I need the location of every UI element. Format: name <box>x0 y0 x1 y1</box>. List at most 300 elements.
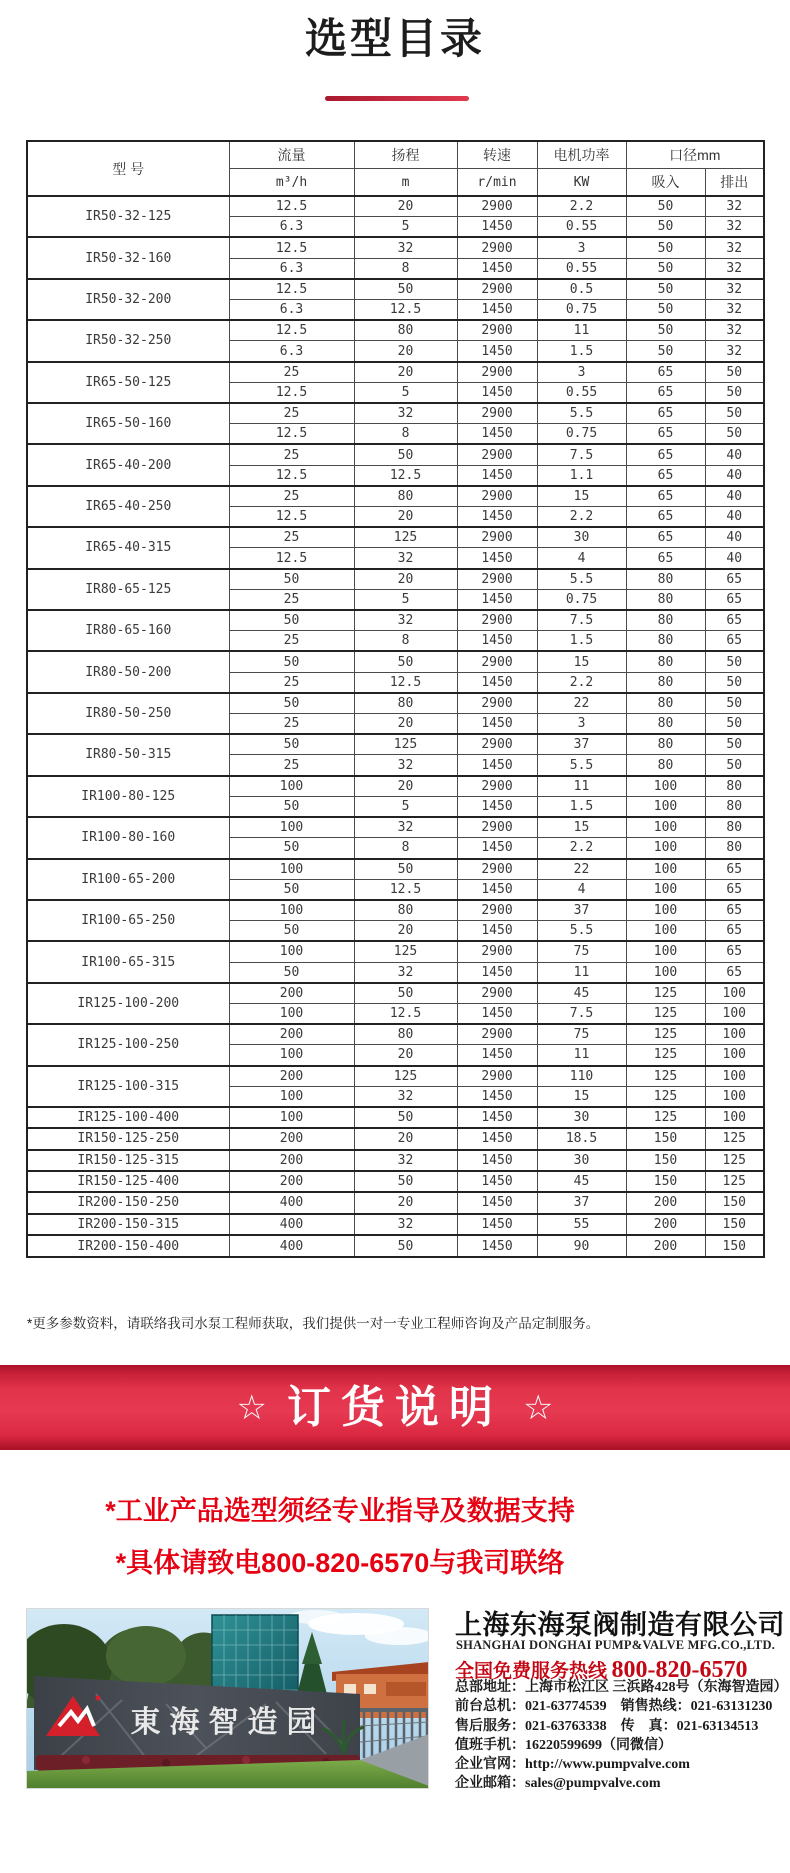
value-cell: 125 <box>705 1128 764 1149</box>
value-cell: 12.5 <box>229 548 354 569</box>
value-cell: 125 <box>354 734 457 755</box>
contact-line: 总部地址：上海市松江区 三浜路428号（东海智造园） <box>455 1680 788 1695</box>
star-icon: ☆ <box>523 1388 554 1427</box>
table-row <box>27 279 764 300</box>
value-cell: 12.5 <box>229 196 354 217</box>
value-cell: 65 <box>626 527 705 548</box>
value-cell: 25 <box>229 362 354 383</box>
value-cell: 3 <box>537 237 626 258</box>
value-cell: 110 <box>537 1066 626 1087</box>
value-cell: 1450 <box>457 341 537 362</box>
value-cell: 50 <box>626 196 705 217</box>
page-title: 选型目录 <box>304 15 485 62</box>
value-cell: 2900 <box>457 237 537 258</box>
value-cell: 2.2 <box>537 672 626 693</box>
model-cell: IR125-100-315 <box>27 1066 229 1107</box>
value-cell: 18.5 <box>537 1128 626 1149</box>
value-cell: 32 <box>705 237 764 258</box>
value-cell: 65 <box>705 879 764 900</box>
model-cell: IR65-40-250 <box>27 486 229 527</box>
value-cell: 80 <box>626 589 705 610</box>
value-cell: 32 <box>354 1214 457 1235</box>
col-unit-power: KW <box>537 169 626 197</box>
value-cell: 4 <box>537 548 626 569</box>
value-cell: 11 <box>537 320 626 341</box>
value-cell: 8 <box>354 838 457 859</box>
col-header-model: 型 号 <box>27 141 229 196</box>
company-name-cn: 上海东海泵阀制造有限公司 <box>455 1610 785 1640</box>
order-banner-title: 订货说明 <box>287 1382 503 1432</box>
model-cell: IR65-50-125 <box>27 362 229 403</box>
table-footnote: *更多参数资料，请联络我司水泵工程师获取，我们提供一对一专业工程师咨询及产品定制服务。 <box>27 1316 600 1331</box>
model-cell: IR80-50-315 <box>27 734 229 775</box>
sign-text: 東海智造园 <box>130 1706 326 1739</box>
value-cell: 65 <box>705 900 764 921</box>
value-cell: 30 <box>537 1150 626 1171</box>
model-cell: IR80-50-200 <box>27 651 229 692</box>
value-cell: 100 <box>626 941 705 962</box>
value-cell: 50 <box>705 651 764 672</box>
value-cell: 20 <box>354 714 457 735</box>
value-cell: 65 <box>705 962 764 983</box>
col-unit-speed: r/min <box>457 169 537 197</box>
value-cell: 65 <box>626 444 705 465</box>
value-cell: 20 <box>354 1192 457 1213</box>
col-header-head: 扬程 <box>354 141 457 169</box>
value-cell: 50 <box>229 569 354 590</box>
value-cell: 50 <box>354 1235 457 1257</box>
model-cell: IR65-50-160 <box>27 403 229 444</box>
value-cell: 1450 <box>457 921 537 942</box>
value-cell: 1.5 <box>537 631 626 652</box>
table-row <box>27 610 764 631</box>
contact-line: 售后服务：021-63763338 传 真：021-63134513 <box>455 1718 759 1734</box>
value-cell: 65 <box>705 631 764 652</box>
value-cell: 50 <box>229 879 354 900</box>
col-header-discharge: 排出 <box>705 169 764 197</box>
contact-list <box>455 1678 790 1794</box>
value-cell: 100 <box>229 1045 354 1066</box>
value-cell: 2900 <box>457 941 537 962</box>
value-cell: 32 <box>354 962 457 983</box>
value-cell: 50 <box>705 714 764 735</box>
value-cell: 150 <box>626 1128 705 1149</box>
value-cell: 30 <box>537 1107 626 1128</box>
value-cell: 22 <box>537 693 626 714</box>
value-cell: 50 <box>229 921 354 942</box>
value-cell: 65 <box>626 548 705 569</box>
value-cell: 100 <box>705 1003 764 1024</box>
value-cell: 37 <box>537 734 626 755</box>
value-cell: 1450 <box>457 1150 537 1171</box>
value-cell: 20 <box>354 569 457 590</box>
value-cell: 2.2 <box>537 196 626 217</box>
value-cell: 15 <box>537 1086 626 1107</box>
value-cell: 50 <box>354 1107 457 1128</box>
table-row <box>27 1235 764 1257</box>
value-cell: 3 <box>537 714 626 735</box>
value-cell: 2.2 <box>537 507 626 528</box>
value-cell: 25 <box>229 631 354 652</box>
value-cell: 50 <box>626 341 705 362</box>
value-cell: 50 <box>354 444 457 465</box>
value-cell: 65 <box>626 382 705 403</box>
value-cell: 100 <box>229 1003 354 1024</box>
col-header-power: 电机功率 <box>537 141 626 169</box>
value-cell: 1450 <box>457 258 537 279</box>
model-cell: IR125-100-400 <box>27 1107 229 1128</box>
value-cell: 12.5 <box>229 507 354 528</box>
table-row <box>27 1066 764 1087</box>
col-header-speed: 转速 <box>457 141 537 169</box>
value-cell: 8 <box>354 631 457 652</box>
value-cell: 1.5 <box>537 796 626 817</box>
value-cell: 45 <box>537 983 626 1004</box>
value-cell: 1450 <box>457 589 537 610</box>
value-cell: 125 <box>354 1066 457 1087</box>
value-cell: 12.5 <box>229 382 354 403</box>
value-cell: 65 <box>705 921 764 942</box>
table-row <box>27 444 764 465</box>
value-cell: 100 <box>626 776 705 797</box>
value-cell: 65 <box>626 424 705 445</box>
value-cell: 32 <box>354 755 457 776</box>
value-cell: 90 <box>537 1235 626 1257</box>
value-cell: 80 <box>705 817 764 838</box>
table-row <box>27 900 764 921</box>
value-cell: 32 <box>705 217 764 238</box>
value-cell: 100 <box>705 1024 764 1045</box>
value-cell: 2900 <box>457 610 537 631</box>
value-cell: 20 <box>354 507 457 528</box>
value-cell: 50 <box>229 651 354 672</box>
value-cell: 12.5 <box>229 279 354 300</box>
value-cell: 125 <box>705 1171 764 1192</box>
value-cell: 5.5 <box>537 921 626 942</box>
table-row <box>27 817 764 838</box>
value-cell: 6.3 <box>229 341 354 362</box>
value-cell: 11 <box>537 962 626 983</box>
value-cell: 80 <box>354 320 457 341</box>
value-cell: 65 <box>626 465 705 486</box>
value-cell: 200 <box>229 1150 354 1171</box>
value-cell: 65 <box>705 859 764 880</box>
value-cell: 12.5 <box>229 465 354 486</box>
value-cell: 20 <box>354 196 457 217</box>
value-cell: 40 <box>705 486 764 507</box>
company-name-en: SHANGHAI DONGHAI PUMP&VALVE MFG.CO.,LTD. <box>456 1638 776 1652</box>
table-row <box>27 527 764 548</box>
value-cell: 50 <box>626 300 705 321</box>
value-cell: 25 <box>229 486 354 507</box>
value-cell: 80 <box>354 900 457 921</box>
value-cell: 100 <box>705 1045 764 1066</box>
value-cell: 125 <box>626 983 705 1004</box>
value-cell: 40 <box>705 444 764 465</box>
value-cell: 1450 <box>457 1128 537 1149</box>
value-cell: 32 <box>354 1150 457 1171</box>
value-cell: 25 <box>229 527 354 548</box>
selection-table <box>26 140 765 1258</box>
value-cell: 1450 <box>457 796 537 817</box>
col-header-diameter: 口径mm <box>626 141 764 169</box>
value-cell: 32 <box>354 1086 457 1107</box>
value-cell: 32 <box>705 341 764 362</box>
value-cell: 50 <box>626 237 705 258</box>
model-cell: IR125-100-200 <box>27 983 229 1024</box>
value-cell: 40 <box>705 507 764 528</box>
value-cell: 65 <box>626 507 705 528</box>
selection-table-head <box>27 141 764 196</box>
value-cell: 200 <box>229 1024 354 1045</box>
value-cell: 100 <box>229 900 354 921</box>
value-cell: 1450 <box>457 1045 537 1066</box>
value-cell: 8 <box>354 258 457 279</box>
value-cell: 5 <box>354 796 457 817</box>
value-cell: 1.5 <box>537 341 626 362</box>
model-cell: IR80-50-250 <box>27 693 229 734</box>
value-cell: 100 <box>705 983 764 1004</box>
value-cell: 0.55 <box>537 217 626 238</box>
value-cell: 5.5 <box>537 755 626 776</box>
value-cell: 80 <box>354 693 457 714</box>
value-cell: 80 <box>626 714 705 735</box>
table-row <box>27 776 764 797</box>
table-row <box>27 859 764 880</box>
value-cell: 32 <box>705 258 764 279</box>
value-cell: 100 <box>626 859 705 880</box>
value-cell: 400 <box>229 1235 354 1257</box>
value-cell: 20 <box>354 921 457 942</box>
value-cell: 125 <box>626 1024 705 1045</box>
value-cell: 65 <box>626 486 705 507</box>
value-cell: 1450 <box>457 1192 537 1213</box>
value-cell: 40 <box>705 465 764 486</box>
value-cell: 25 <box>229 403 354 424</box>
value-cell: 2900 <box>457 569 537 590</box>
model-cell: IR80-65-125 <box>27 569 229 610</box>
value-cell: 80 <box>626 651 705 672</box>
contact-line: 企业官网：http://www.pumpvalve.com <box>455 1757 690 1773</box>
value-cell: 2900 <box>457 320 537 341</box>
model-cell: IR200-150-250 <box>27 1192 229 1213</box>
value-cell: 32 <box>354 610 457 631</box>
value-cell: 80 <box>626 693 705 714</box>
value-cell: 20 <box>354 1045 457 1066</box>
value-cell: 50 <box>705 382 764 403</box>
value-cell: 6.3 <box>229 258 354 279</box>
model-cell: IR100-65-250 <box>27 900 229 941</box>
value-cell: 1450 <box>457 300 537 321</box>
value-cell: 125 <box>626 1045 705 1066</box>
value-cell: 50 <box>229 693 354 714</box>
value-cell: 0.75 <box>537 424 626 445</box>
value-cell: 80 <box>626 569 705 590</box>
value-cell: 40 <box>705 527 764 548</box>
value-cell: 200 <box>229 1128 354 1149</box>
value-cell: 1450 <box>457 1086 537 1107</box>
value-cell: 80 <box>626 734 705 755</box>
model-cell: IR65-40-315 <box>27 527 229 568</box>
value-cell: 5 <box>354 382 457 403</box>
value-cell: 2900 <box>457 651 537 672</box>
value-cell: 20 <box>354 362 457 383</box>
value-cell: 0.75 <box>537 589 626 610</box>
model-cell: IR100-65-200 <box>27 859 229 900</box>
value-cell: 100 <box>626 796 705 817</box>
value-cell: 80 <box>354 486 457 507</box>
model-cell: IR200-150-315 <box>27 1214 229 1235</box>
value-cell: 50 <box>626 217 705 238</box>
value-cell: 32 <box>354 817 457 838</box>
value-cell: 100 <box>626 879 705 900</box>
table-row <box>27 1150 764 1171</box>
value-cell: 125 <box>354 527 457 548</box>
value-cell: 0.55 <box>537 382 626 403</box>
value-cell: 2900 <box>457 900 537 921</box>
table-row <box>27 569 764 590</box>
table-row <box>27 1171 764 1192</box>
value-cell: 1450 <box>457 714 537 735</box>
value-cell: 200 <box>229 1066 354 1087</box>
model-cell: IR150-125-315 <box>27 1150 229 1171</box>
value-cell: 100 <box>626 838 705 859</box>
value-cell: 100 <box>229 776 354 797</box>
table-row <box>27 1024 764 1045</box>
value-cell: 100 <box>705 1086 764 1107</box>
value-cell: 25 <box>229 714 354 735</box>
order-banner <box>0 1365 790 1450</box>
value-cell: 80 <box>705 796 764 817</box>
value-cell: 2900 <box>457 693 537 714</box>
model-cell: IR50-32-160 <box>27 237 229 278</box>
value-cell: 80 <box>354 1024 457 1045</box>
value-cell: 2900 <box>457 486 537 507</box>
value-cell: 50 <box>626 258 705 279</box>
value-cell: 2900 <box>457 527 537 548</box>
value-cell: 50 <box>354 279 457 300</box>
value-cell: 100 <box>229 817 354 838</box>
value-cell: 25 <box>229 589 354 610</box>
value-cell: 12.5 <box>354 879 457 900</box>
value-cell: 12.5 <box>354 465 457 486</box>
value-cell: 100 <box>626 900 705 921</box>
value-cell: 200 <box>229 983 354 1004</box>
value-cell: 150 <box>705 1214 764 1235</box>
col-unit-flow: m³/h <box>229 169 354 197</box>
value-cell: 150 <box>705 1192 764 1213</box>
value-cell: 37 <box>537 900 626 921</box>
table-row <box>27 486 764 507</box>
table-row <box>27 237 764 258</box>
value-cell: 1450 <box>457 217 537 238</box>
value-cell: 1450 <box>457 1171 537 1192</box>
value-cell: 2900 <box>457 196 537 217</box>
value-cell: 5 <box>354 589 457 610</box>
value-cell: 100 <box>626 962 705 983</box>
value-cell: 200 <box>626 1235 705 1257</box>
value-cell: 65 <box>705 610 764 631</box>
table-row <box>27 196 764 217</box>
value-cell: 1450 <box>457 507 537 528</box>
value-cell: 80 <box>705 838 764 859</box>
value-cell: 50 <box>229 734 354 755</box>
value-cell: 25 <box>229 672 354 693</box>
value-cell: 50 <box>705 424 764 445</box>
table-row <box>27 320 764 341</box>
value-cell: 12.5 <box>354 672 457 693</box>
value-cell: 30 <box>537 527 626 548</box>
value-cell: 6.3 <box>229 300 354 321</box>
value-cell: 50 <box>705 362 764 383</box>
value-cell: 100 <box>229 1086 354 1107</box>
model-cell: IR200-150-400 <box>27 1235 229 1257</box>
notice-line-1: *工业产品选型须经专业指导及数据支持 <box>105 1496 575 1526</box>
value-cell: 1450 <box>457 879 537 900</box>
value-cell: 25 <box>229 444 354 465</box>
value-cell: 50 <box>229 796 354 817</box>
value-cell: 65 <box>705 589 764 610</box>
value-cell: 200 <box>626 1192 705 1213</box>
value-cell: 40 <box>705 548 764 569</box>
value-cell: 400 <box>229 1192 354 1213</box>
value-cell: 2900 <box>457 983 537 1004</box>
table-row <box>27 651 764 672</box>
value-cell: 200 <box>229 1171 354 1192</box>
value-cell: 22 <box>537 859 626 880</box>
value-cell: 100 <box>705 1107 764 1128</box>
model-cell: IR50-32-200 <box>27 279 229 320</box>
value-cell: 8 <box>354 424 457 445</box>
value-cell: 1450 <box>457 1235 537 1257</box>
table-row <box>27 1192 764 1213</box>
value-cell: 50 <box>705 693 764 714</box>
col-unit-head: m <box>354 169 457 197</box>
value-cell: 200 <box>626 1214 705 1235</box>
value-cell: 5 <box>354 217 457 238</box>
value-cell: 12.5 <box>229 424 354 445</box>
value-cell: 32 <box>705 196 764 217</box>
value-cell: 80 <box>626 610 705 631</box>
value-cell: 1450 <box>457 631 537 652</box>
value-cell: 80 <box>626 631 705 652</box>
value-cell: 125 <box>626 1107 705 1128</box>
hotline-label: 全国免费服务热线 <box>455 1661 608 1682</box>
table-row <box>27 1214 764 1235</box>
value-cell: 25 <box>229 755 354 776</box>
star-icon: ☆ <box>236 1388 267 1427</box>
value-cell: 100 <box>626 921 705 942</box>
value-cell: 100 <box>229 941 354 962</box>
model-cell: IR80-65-160 <box>27 610 229 651</box>
value-cell: 100 <box>705 1066 764 1087</box>
value-cell: 2900 <box>457 776 537 797</box>
value-cell: 12.5 <box>354 300 457 321</box>
model-cell: IR100-65-315 <box>27 941 229 982</box>
table-row <box>27 1107 764 1128</box>
value-cell: 15 <box>537 817 626 838</box>
value-cell: 65 <box>705 941 764 962</box>
value-cell: 0.55 <box>537 258 626 279</box>
table-row <box>27 362 764 383</box>
table-row <box>27 941 764 962</box>
value-cell: 75 <box>537 941 626 962</box>
value-cell: 5.5 <box>537 569 626 590</box>
value-cell: 32 <box>705 300 764 321</box>
value-cell: 150 <box>705 1235 764 1257</box>
table-row <box>27 983 764 1004</box>
value-cell: 32 <box>354 403 457 424</box>
